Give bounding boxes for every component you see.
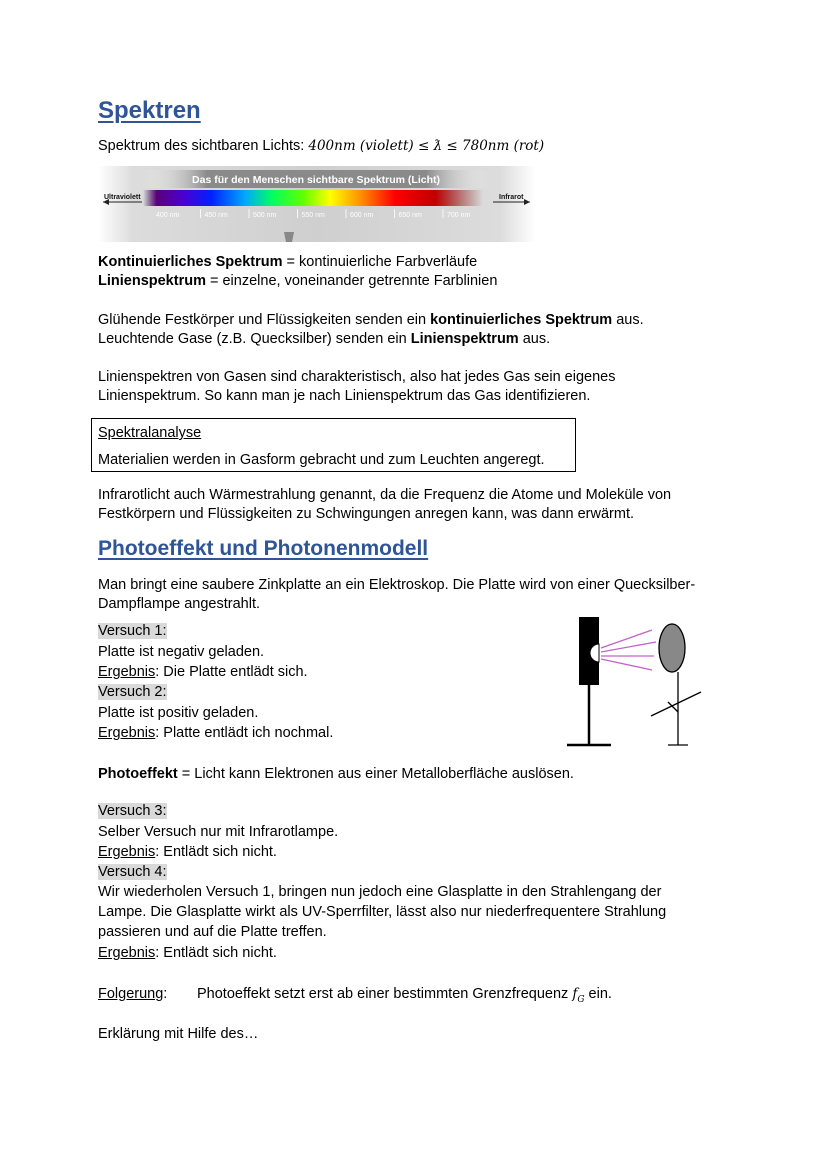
versuch-2-highlight: Versuch 2: (98, 684, 167, 700)
paragraph-infrarot-1: Infrarotlicht auch Wärmestrahlung genannt, da die Frequenz die Atome und Moleküle von (98, 487, 672, 503)
versuch-4-line-2: Lampe. Die Glasplatte wirkt als UV-Sperrfilter, lässt also nur niederfrequentere Strahlung (98, 904, 667, 920)
spectrum-left-label: Ultraviolett (104, 194, 141, 201)
para1-f: aus. (518, 331, 551, 347)
folgerung-colon: : (163, 986, 168, 1002)
grenzfrequenz-subscript: G (577, 994, 585, 1005)
versuch-1-result-text: : Die Platte entlädt sich. (155, 664, 308, 680)
folgerung-end: ein. (584, 986, 612, 1002)
versuch-2-result (98, 724, 333, 744)
electroscope-head-icon (659, 624, 685, 672)
versuch-4-label (98, 863, 167, 883)
photoeffekt-term: Photoeffekt (98, 766, 178, 782)
photoeffekt-definition (98, 765, 574, 785)
para1-b: kontinuierliches Spektrum (430, 312, 613, 328)
versuch-1-label (98, 622, 167, 642)
folgerung-sentence: Photoeffekt setzt erst ab einer bestimmten Grenzfrequenz (197, 986, 573, 1002)
def-line-text: = einzelne, voneinander getrennte Farblinien (205, 273, 498, 289)
versuch-4-result-text: : Entlädt sich nicht. (155, 945, 277, 961)
versuch-1-result (98, 663, 308, 683)
visible-range-formula: 400nm (violett) ≤ ƛ ≤ 780nm (rot) (308, 138, 545, 154)
versuch-3-text: Selber Versuch nur mit Infrarotlampe. (98, 824, 339, 840)
photoeffekt-def: = Licht kann Elektronen aus einer Metalloberfläche auslösen. (177, 766, 574, 782)
versuch-1-highlight: Versuch 1: (98, 623, 167, 639)
result-label: Ergebnis (98, 844, 156, 860)
versuch-2-text: Platte ist positiv geladen. (98, 705, 259, 721)
folgerung-label-line (98, 985, 167, 1005)
heading-photoeffekt: Photoeffekt und Photonenmodell (98, 537, 429, 560)
spectrum-tick-label: 600 nm (350, 212, 374, 219)
intro-line-2: Dampflampe angestrahlt. (98, 596, 260, 612)
box-title: Spektralanalyse (98, 425, 202, 441)
versuch-2-label (98, 683, 167, 703)
para1-d: Leuchtende Gase (z.B. Quecksilber) senden ein (98, 331, 411, 347)
heading-spektren: Spektren (98, 97, 201, 124)
paragraph-emission-2 (98, 330, 550, 350)
result-label: Ergebnis (98, 664, 156, 680)
spectrum-tick-label: 400 nm (156, 212, 180, 219)
folgerung-text (197, 985, 612, 1010)
paragraph-linienspektren-1: Linienspektren von Gasen sind charakteristisch, also hat jedes Gas sein eigenes (98, 369, 616, 385)
def-continuous-term: Kontinuierliches Spektrum (98, 254, 283, 270)
versuch-3-result (98, 843, 277, 863)
grenzfrequenz-symbol: f (572, 986, 578, 1002)
para1-c: aus. (612, 312, 644, 328)
spectrum-tick-label: 650 nm (398, 212, 422, 219)
lamp-electroscope-diagram (560, 612, 710, 752)
result-label: Ergebnis (98, 945, 156, 961)
versuch-4-highlight: Versuch 4: (98, 864, 167, 880)
intro-line-1: Man bringt eine saubere Zinkplatte an ein Elektroskop. Die Platte wird von einer Quecksilber- (98, 577, 696, 593)
paragraph-infrarot-2: Festkörpern und Flüssigkeiten zu Schwingungen anregen kann, was dann erwärmt. (98, 506, 634, 522)
def-continuous-text: = kontinuierliche Farbverläufe (282, 254, 478, 270)
spectrum-tick-label: 500 nm (253, 212, 277, 219)
visible-spectrum-image (98, 166, 535, 242)
spectrum-right-label: Infrarot (499, 194, 524, 201)
def-line-term: Linienspektrum (98, 273, 206, 289)
box-text: Materialien werden in Gasform gebracht und zum Leuchten angeregt. (98, 452, 545, 468)
light-rays (601, 630, 656, 670)
versuch-4-line-1: Wir wiederholen Versuch 1, bringen nun jedoch eine Glasplatte in den Strahlengang der (98, 884, 662, 900)
spectrum-tick-label: 700 nm (447, 212, 471, 219)
folgerung-label: Folgerung (98, 986, 164, 1002)
spectrum-tick-label: 450 nm (204, 212, 228, 219)
versuch-2-result-text: : Platte entlädt ich nochmal. (155, 725, 334, 741)
paragraph-linienspektren-2: Linienspektrum. So kann man je nach Linienspektrum das Gas identifizieren. (98, 388, 591, 404)
spectrum-tick-label: 550 nm (301, 212, 325, 219)
versuch-3-highlight: Versuch 3: (98, 803, 167, 819)
versuch-3-result-text: : Entlädt sich nicht. (155, 844, 277, 860)
explanation-line: Erklärung mit Hilfe des… (98, 1026, 259, 1042)
spectrum-title: Das für den Menschen sichtbare Spektrum (Licht) (192, 174, 440, 186)
para1-e: Linienspektrum (410, 331, 519, 347)
versuch-4-line-3: passieren und auf die Platte treffen. (98, 924, 327, 940)
spektralanalyse-box (91, 418, 576, 472)
def-continuous (98, 253, 477, 273)
visible-range-label: Spektrum des sichtbaren Lichts: (98, 138, 309, 154)
versuch-4-result (98, 944, 277, 964)
versuch-3-label (98, 802, 167, 822)
visible-range-line (98, 137, 544, 157)
paragraph-emission-1 (98, 311, 644, 331)
result-label: Ergebnis (98, 725, 156, 741)
para1-a: Glühende Festkörper und Flüssigkeiten senden ein (98, 312, 431, 328)
def-line (98, 272, 497, 292)
versuch-1-text: Platte ist negativ geladen. (98, 644, 265, 660)
